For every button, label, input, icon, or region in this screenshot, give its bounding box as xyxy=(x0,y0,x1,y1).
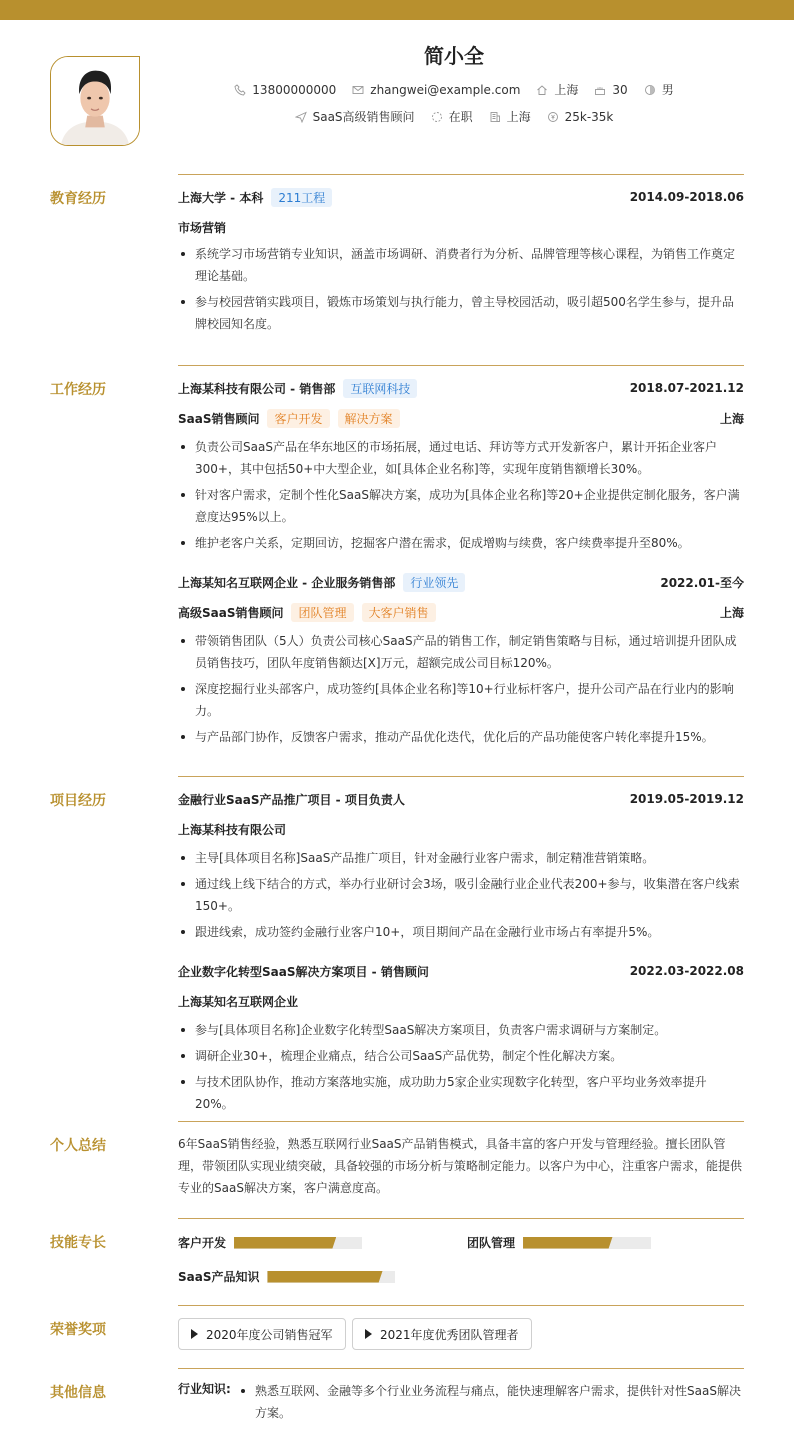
project-entry xyxy=(178,789,744,943)
award-text: 2020年度公司销售冠军 xyxy=(206,1327,333,1342)
skill-bar xyxy=(234,1237,362,1249)
job-city: 上海 xyxy=(719,411,744,426)
list-item: 深度挖掘行业头部客户，成功签约[具体企业名称]等10+行业标杆客户，提升公司产品在行业内的影响力。 xyxy=(178,678,744,722)
project-org: 上海某知名互联网企业 xyxy=(178,994,299,1009)
list-item: 跟进线索，成功签约金融行业客户10+，项目期间产品在金融行业市场占有率提升5%。 xyxy=(178,921,744,943)
age-text: 30 xyxy=(612,82,628,97)
list-item: 参与[具体项目名称]企业数字化转型SaaS解决方案项目，负责客户需求调研与方案制定。 xyxy=(178,1019,744,1041)
skill-item xyxy=(178,1268,395,1285)
summary-text: 6年SaaS销售经验，熟悉互联网行业SaaS产品销售模式，具备丰富的客户开发与管理经验。擅长团队管理，带领团队实现业绩突破，具备较强的市场分析与策略制定能力。以客户为中心，注重客户需求，能提供专业的SaaS解决方案，客户满意度高。 xyxy=(178,1137,743,1195)
section-title: 教育经历 xyxy=(50,191,106,207)
other-bullets xyxy=(238,1380,744,1424)
list-item: 维护老客户关系，定期回访，挖掘客户潜在需求，促成增购与续费，客户续费率提升至80%。 xyxy=(178,532,744,554)
list-item: 针对客户需求，定制个性化SaaS解决方案，成功为[具体企业名称]等20+企业提供定制化服务，客户满意度达95%以上。 xyxy=(178,484,744,528)
email-icon xyxy=(352,84,364,96)
age-icon xyxy=(594,84,606,96)
work-city-text: 上海 xyxy=(506,110,531,124)
section-title: 个人总结 xyxy=(50,1138,106,1154)
project-bullets xyxy=(178,1019,744,1115)
job-bullets xyxy=(178,630,744,748)
gender-text: 男 xyxy=(661,83,674,97)
position-text: SaaS高级销售顾问 xyxy=(312,110,415,124)
section-divider xyxy=(178,365,744,366)
avatar-portrait xyxy=(51,57,139,145)
list-item: 与产品部门协作，反馈客户需求，推动产品优化迭代，优化后的产品功能使客户转化率提升15%。 xyxy=(178,726,744,748)
job-role: 高级SaaS销售顾问 xyxy=(178,605,284,620)
skill-name: SaaS产品知识 xyxy=(178,1270,260,1284)
skill-fill xyxy=(523,1237,613,1249)
job-role: SaaS销售顾问 xyxy=(178,411,260,426)
section-title: 项目经历 xyxy=(50,793,106,809)
company-name: 上海某知名互联网企业 - 企业服务销售部 xyxy=(178,575,396,590)
salary-item xyxy=(547,110,614,124)
job-entry xyxy=(178,572,744,748)
candidate-name: 简小全 xyxy=(424,44,484,68)
top-accent-bar xyxy=(0,0,794,20)
building-icon xyxy=(489,111,501,123)
award-text: 2021年度优秀团队管理者 xyxy=(380,1327,519,1342)
triangle-right-icon xyxy=(191,1329,198,1339)
project-org: 上海某科技有限公司 xyxy=(178,822,287,837)
section-divider xyxy=(178,1368,744,1369)
company-tag: 行业领先 xyxy=(403,573,465,592)
project-date: 2022.03-2022.08 xyxy=(629,964,744,978)
city-text: 上海 xyxy=(554,83,579,97)
list-item: 通过线上线下结合的方式，举办行业研讨会3场，吸引金融行业企业代表200+参与，收集潜在客户线索150+。 xyxy=(178,873,744,917)
email-text: zhangwei@example.com xyxy=(370,82,521,97)
project-date: 2019.05-2019.12 xyxy=(629,792,744,806)
job-tag: 大客户销售 xyxy=(362,603,436,622)
job-bullets xyxy=(178,436,744,554)
section-title: 工作经历 xyxy=(50,382,106,398)
edu-bullets xyxy=(178,243,744,335)
edu-date: 2014.09-2018.06 xyxy=(629,190,744,204)
list-item: 系统学习市场营销专业知识，涵盖市场调研、消费者行为分析、品牌管理等核心课程，为销售工作奠定理论基础。 xyxy=(178,243,744,287)
salary-icon xyxy=(547,111,559,123)
phone-text: 13800000000 xyxy=(252,82,337,97)
company-tag: 互联网科技 xyxy=(343,379,417,398)
skill-item xyxy=(178,1234,362,1251)
list-item: 调研企业30+，梳理企业痛点，结合公司SaaS产品优势，制定个性化解决方案。 xyxy=(178,1045,744,1067)
section-title: 技能专长 xyxy=(50,1235,106,1251)
job-tag: 客户开发 xyxy=(267,409,329,428)
status-item xyxy=(431,108,473,125)
home-icon xyxy=(536,84,548,96)
project-name: 金融行业SaaS产品推广项目 - 项目负责人 xyxy=(178,792,405,807)
age-item xyxy=(594,83,627,97)
project-bullets xyxy=(178,847,744,943)
section-divider xyxy=(178,174,744,175)
skill-bar xyxy=(267,1271,395,1283)
status-text: 在职 xyxy=(448,110,473,124)
triangle-right-icon xyxy=(365,1329,372,1339)
project-entry xyxy=(178,961,744,1115)
salary-text: 25k-35k xyxy=(564,109,614,124)
section-title: 荣誉奖项 xyxy=(50,1322,106,1338)
list-item: 带领销售团队（5人）负责公司核心SaaS产品的销售工作，制定销售策略与目标，通过培训提升团队成员销售技巧，团队年度销售额达[X]万元，超额完成公司目标120%。 xyxy=(178,630,744,674)
section-title: 其他信息 xyxy=(50,1385,106,1401)
award-item xyxy=(352,1318,532,1350)
gender-item xyxy=(644,81,674,98)
position-item xyxy=(295,108,415,125)
skill-fill xyxy=(267,1271,382,1283)
email-item xyxy=(352,83,520,97)
job-tag: 解决方案 xyxy=(338,409,400,428)
project-name: 企业数字化转型SaaS解决方案项目 - 销售顾问 xyxy=(178,964,429,979)
skill-item xyxy=(467,1234,651,1251)
contact-row xyxy=(0,81,794,98)
job-date: 2018.07-2021.12 xyxy=(629,381,744,395)
list-item: 与技术团队协作，推动方案落地实施，成功助力5家企业实现数字化转型，客户平均业务效率提升20%。 xyxy=(178,1071,744,1115)
company-name: 上海某科技有限公司 - 销售部 xyxy=(178,381,336,396)
school-name: 上海大学 - 本科 xyxy=(178,190,264,205)
job-city: 上海 xyxy=(719,605,744,620)
job-tag: 团队管理 xyxy=(291,603,353,622)
major: 市场营销 xyxy=(178,220,227,235)
job-intent-row xyxy=(0,108,794,125)
skill-fill xyxy=(234,1237,336,1249)
job-date: 2022.01-至今 xyxy=(660,575,744,590)
list-item: 负责公司SaaS产品在华东地区的市场拓展，通过电话、拜访等方式开发新客户，累计开拓企业客户300+，其中包括50+中大型企业，如[具体企业名称]等，实现年度销售额增长30%。 xyxy=(178,436,744,480)
skill-bar xyxy=(523,1237,651,1249)
skill-name: 团队管理 xyxy=(467,1236,516,1250)
status-icon xyxy=(431,111,443,123)
avatar xyxy=(50,56,140,146)
other-label: 行业知识: xyxy=(178,1382,231,1396)
city-item xyxy=(536,81,578,98)
list-item: 熟悉互联网、金融等多个行业业务流程与痛点，能快速理解客户需求，提供针对性SaaS解决方案。 xyxy=(238,1380,744,1424)
send-icon xyxy=(295,111,307,123)
phone-item xyxy=(234,83,336,97)
award-item xyxy=(178,1318,346,1350)
section-divider xyxy=(178,776,744,777)
list-item: 主导[具体项目名称]SaaS产品推广项目，针对金融行业客户需求，制定精准营销策略。 xyxy=(178,847,744,869)
school-tag: 211工程 xyxy=(271,188,332,207)
job-entry xyxy=(178,378,744,554)
work-city-item xyxy=(489,108,531,125)
skill-name: 客户开发 xyxy=(178,1236,227,1250)
list-item: 参与校园营销实践项目，锻炼市场策划与执行能力，曾主导校园活动，吸引超500名学生参与，提升品牌校园知名度。 xyxy=(178,291,744,335)
gender-icon xyxy=(644,84,656,96)
section-divider xyxy=(178,1121,744,1122)
phone-icon xyxy=(234,84,246,96)
